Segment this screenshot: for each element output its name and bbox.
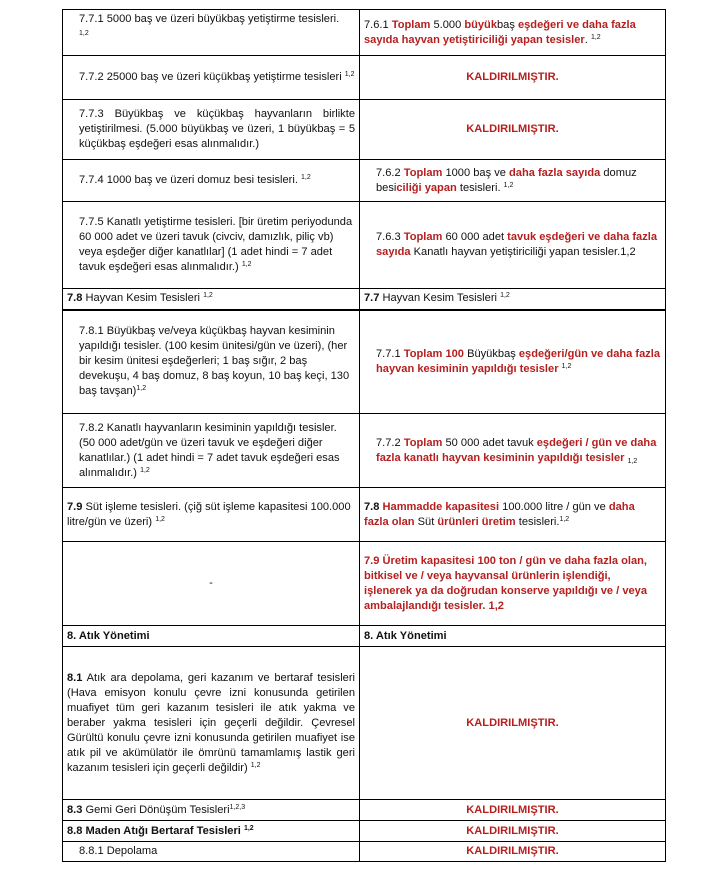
left-cell: 7.8.2 Kanatlı hayvanların kesiminin yapıldığı tesisler. (50 000 adet/gün ve üzeri tavuk ve eşdeğeri diğer kanatlılar.) (1 adet hindi = 7 adet tavuk eşdeğeri esas alınmalıdır.) $^{1,2}$ bbox=[63, 414, 360, 488]
table-row bbox=[63, 626, 666, 647]
left-cell: - bbox=[63, 542, 360, 626]
section-heading: 8. Atık Yönetimi bbox=[63, 626, 360, 647]
left-cell: 8.8 Maden Atığı Bertaraf Tesisleri $^{1,2}$ bbox=[63, 821, 360, 842]
table-row bbox=[63, 800, 666, 821]
table-row bbox=[63, 10, 666, 56]
left-cell: 8.3 Gemi Geri Dönüşüm Tesisleri$^{1,2,3}$ bbox=[63, 800, 360, 821]
table-row bbox=[63, 310, 666, 414]
left-cell: 7.7.1 5000 baş ve üzeri büyükbaş yetiştirme tesisleri. $^{1,2}$ bbox=[63, 10, 360, 56]
right-cell: 7.7 Hayvan Kesim Tesisleri $^{1,2}$ bbox=[360, 289, 666, 310]
right-cell: 7.7.2 Toplam 50 000 adet tavuk eşdeğeri / gün ve daha fazla kanatlı hayvan kesiminin yapıldığı tesisler $^{1,2}$ bbox=[360, 414, 666, 488]
left-cell: 7.7.4 1000 baş ve üzeri domuz besi tesisleri. $^{1,2}$ bbox=[63, 160, 360, 202]
table-row bbox=[63, 647, 666, 800]
left-cell: 7.7.5 Kanatlı yetiştirme tesisleri. [bir üretim periyodunda 60 000 adet ve üzeri tavuk (civciv, damızlık, piliç vb) veya eşdeğer diğer kanatlılar] (1 adet hindi = 7 adet tavuk eşdeğeri esas alınmalıdır.) $^{1,2}$ bbox=[63, 202, 360, 289]
table-row bbox=[63, 542, 666, 626]
left-cell: 7.7.3 Büyükbaş ve küçükbaş hayvanların birlikte yetiştirilmesi. (5.000 büyükbaş ve üzeri, 1 büyükbaş = 5 küçükbaş eşdeğeri esas alınmalıdır.) bbox=[63, 100, 360, 160]
table-row bbox=[63, 414, 666, 488]
removed-label: KALDIRILMIŞTIR. bbox=[360, 821, 666, 842]
removed-label: KALDIRILMIŞTIR. bbox=[360, 842, 666, 862]
table-row bbox=[63, 202, 666, 289]
table-row bbox=[63, 289, 666, 310]
right-cell: 7.6.2 Toplam 1000 baş ve daha fazla sayıda domuz besiciliği yapan tesisleri. $^{1,2}$ bbox=[360, 160, 666, 202]
right-cell: 7.8 Hammadde kapasitesi 100.000 litre / gün ve daha fazla olan Süt ürünleri üretim tesisleri.$^{1,2}$ bbox=[360, 488, 666, 542]
table-row bbox=[63, 56, 666, 100]
left-cell: 8.1 Atık ara depolama, geri kazanım ve bertaraf tesisleri (Hava emisyon konulu çevre izni konusunda getirilen muafiyet tüm geri kazanım tesisleri ile atık yakma ve beraber yakma tesisleri için geçerli değildir. Çevresel Gürültü konulu çevre izni konusunda getirilen muafiyet ise atık pil ve akümülatör ile ömrünü tamamlamış lastik geri kazanım tesisleri için geçerli değildir) $^{1,2}$ bbox=[63, 647, 360, 800]
left-cell: 8.8.1 Depolama bbox=[63, 842, 360, 862]
right-cell: 7.7.1 Toplam 100 Büyükbaş eşdeğeri/gün ve daha fazla hayvan kesiminin yapıldığı tesisler $^{1,2}$ bbox=[360, 310, 666, 414]
right-cell: 7.9 Üretim kapasitesi 100 ton / gün ve daha fazla olan, bitkisel ve / veya hayvansal ürünlerin işlendiği, işlenerek ya da doğrudan konserve yapıldığı ve / veya ambalajlandığı tesisler. 1,2 bbox=[360, 542, 666, 626]
left-cell: 7.8 Hayvan Kesim Tesisleri $^{1,2}$ bbox=[63, 289, 360, 310]
table-row bbox=[63, 100, 666, 160]
document-table bbox=[62, 9, 666, 862]
left-cell: 7.9 Süt işleme tesisleri. (çiğ süt işleme kapasitesi 100.000 litre/gün ve üzeri) $^{1,2}$ bbox=[63, 488, 360, 542]
right-cell: 7.6.3 Toplam 60 000 adet tavuk eşdeğeri ve daha fazla sayıda Kanatlı hayvan yetiştiriciliği yapan tesisler.1,2 bbox=[360, 202, 666, 289]
removed-label: KALDIRILMIŞTIR. bbox=[360, 800, 666, 821]
section-heading: 8. Atık Yönetimi bbox=[360, 626, 666, 647]
table-row bbox=[63, 160, 666, 202]
table-row bbox=[63, 842, 666, 862]
table-row bbox=[63, 821, 666, 842]
left-cell: 7.7.2 25000 baş ve üzeri küçükbaş yetiştirme tesisleri $^{1,2}$ bbox=[63, 56, 360, 100]
removed-label: KALDIRILMIŞTIR. bbox=[360, 100, 666, 160]
removed-label: KALDIRILMIŞTIR. bbox=[360, 647, 666, 800]
right-cell: 7.6.1 Toplam 5.000 büyükbaş eşdeğeri ve daha fazla sayıda hayvan yetiştiriciliği yapan tesisler. $^{1,2}$ bbox=[360, 10, 666, 56]
table-row bbox=[63, 488, 666, 542]
left-cell: 7.8.1 Büyükbaş ve/veya küçükbaş hayvan kesiminin yapıldığı tesisler. (100 kesim ünitesi/gün ve üzeri), (her bir kesim ünitesi eşdeğerleri; 1 baş sığır, 2 baş devekuşu, 4 baş domuz, 8 baş koyun, 10 baş keçi, 130 baş tavşan)$^{1,2}$ bbox=[63, 310, 360, 414]
removed-label: KALDIRILMIŞTIR. bbox=[360, 56, 666, 100]
